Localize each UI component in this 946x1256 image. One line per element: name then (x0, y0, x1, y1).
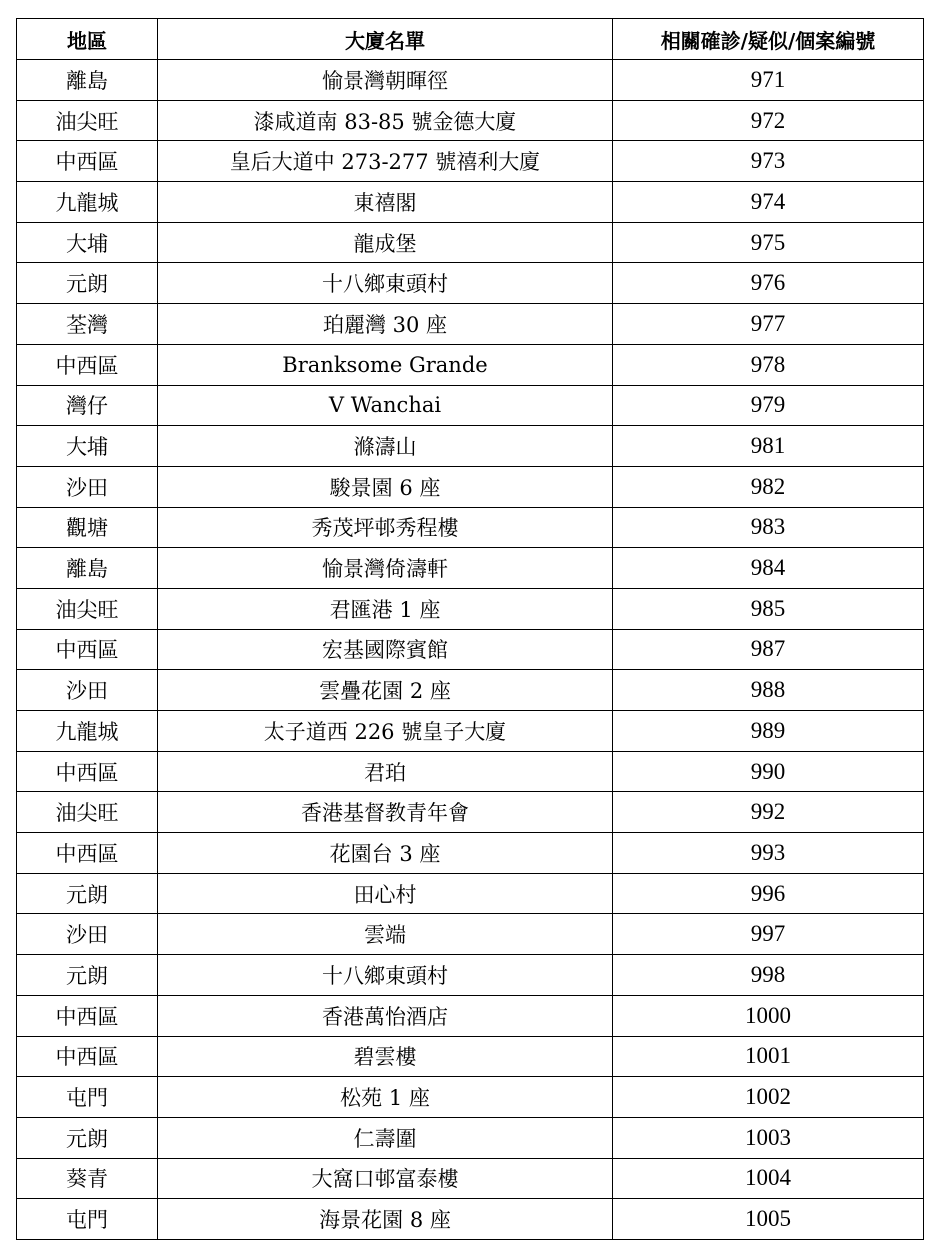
district-cell: 元朗 (17, 955, 158, 996)
table-row (17, 914, 924, 955)
district-cell: 中西區 (17, 1036, 158, 1077)
building-name-cell: 東禧閣 (158, 182, 613, 223)
case-number-cell: 992 (613, 792, 924, 833)
building-name-cell: 香港萬怡酒店 (158, 995, 613, 1036)
case-number-cell: 997 (613, 914, 924, 955)
district-cell: 油尖旺 (17, 588, 158, 629)
table-row (17, 1036, 924, 1077)
building-name-cell: 宏基國際賓館 (158, 629, 613, 670)
case-number-cell: 1000 (613, 995, 924, 1036)
case-number-cell: 1003 (613, 1117, 924, 1158)
district-cell: 中西區 (17, 344, 158, 385)
building-name-cell: 君珀 (158, 751, 613, 792)
case-number-cell: 1001 (613, 1036, 924, 1077)
case-number-cell: 1005 (613, 1199, 924, 1240)
building-name-cell: 愉景灣倚濤軒 (158, 548, 613, 589)
header-district: 地區 (17, 19, 158, 60)
district-cell: 荃灣 (17, 304, 158, 345)
building-name-cell: 龍成堡 (158, 222, 613, 263)
case-number-cell: 984 (613, 548, 924, 589)
district-cell: 離島 (17, 548, 158, 589)
case-number-cell: 990 (613, 751, 924, 792)
district-cell: 油尖旺 (17, 100, 158, 141)
building-name-cell: 太子道西 226 號皇子大廈 (158, 711, 613, 752)
district-cell: 中西區 (17, 833, 158, 874)
building-name-cell: 滌濤山 (158, 426, 613, 467)
table-row (17, 995, 924, 1036)
header-row (17, 19, 924, 60)
case-number-cell: 983 (613, 507, 924, 548)
district-cell: 大埔 (17, 426, 158, 467)
table-row (17, 588, 924, 629)
district-cell: 中西區 (17, 141, 158, 182)
building-name-cell: 花園台 3 座 (158, 833, 613, 874)
case-number-cell: 974 (613, 182, 924, 223)
building-name-cell: 駿景園 6 座 (158, 466, 613, 507)
district-cell: 九龍城 (17, 182, 158, 223)
table-row (17, 1199, 924, 1240)
table-row (17, 100, 924, 141)
table-row (17, 751, 924, 792)
table-row (17, 263, 924, 304)
case-number-cell: 979 (613, 385, 924, 426)
district-cell: 觀塘 (17, 507, 158, 548)
district-cell: 離島 (17, 60, 158, 101)
building-name-cell: 雲端 (158, 914, 613, 955)
case-number-cell: 978 (613, 344, 924, 385)
district-cell: 大埔 (17, 222, 158, 263)
table-row (17, 141, 924, 182)
table-row (17, 182, 924, 223)
table-row (17, 873, 924, 914)
district-cell: 中西區 (17, 995, 158, 1036)
district-cell: 灣仔 (17, 385, 158, 426)
table-row (17, 711, 924, 752)
district-cell: 元朗 (17, 873, 158, 914)
table-row (17, 304, 924, 345)
building-name-cell: Branksome Grande (158, 344, 613, 385)
table-row (17, 833, 924, 874)
case-number-cell: 1002 (613, 1077, 924, 1118)
table-row (17, 792, 924, 833)
building-name-cell: 漆咸道南 83-85 號金德大廈 (158, 100, 613, 141)
district-cell: 中西區 (17, 629, 158, 670)
table-body (17, 60, 924, 1240)
case-number-cell: 977 (613, 304, 924, 345)
table-row (17, 1117, 924, 1158)
district-cell: 元朗 (17, 263, 158, 304)
table-header (17, 19, 924, 60)
table-row (17, 955, 924, 996)
case-number-cell: 981 (613, 426, 924, 467)
table-row (17, 507, 924, 548)
case-number-cell: 975 (613, 222, 924, 263)
table-row (17, 385, 924, 426)
case-number-cell: 987 (613, 629, 924, 670)
table-row (17, 60, 924, 101)
district-cell: 屯門 (17, 1199, 158, 1240)
building-name-cell: 愉景灣朝暉徑 (158, 60, 613, 101)
table-row (17, 548, 924, 589)
table-row (17, 426, 924, 467)
case-number-cell: 988 (613, 670, 924, 711)
table-row (17, 629, 924, 670)
building-name-cell: 香港基督教青年會 (158, 792, 613, 833)
table-row (17, 670, 924, 711)
table-row (17, 222, 924, 263)
district-cell: 沙田 (17, 466, 158, 507)
case-number-cell: 993 (613, 833, 924, 874)
case-number-cell: 985 (613, 588, 924, 629)
table-row (17, 466, 924, 507)
case-number-cell: 973 (613, 141, 924, 182)
building-name-cell: 君匯港 1 座 (158, 588, 613, 629)
case-number-cell: 1004 (613, 1158, 924, 1199)
building-name-cell: V Wanchai (158, 385, 613, 426)
building-name-cell: 雲疊花園 2 座 (158, 670, 613, 711)
buildings-table (16, 18, 924, 1240)
building-name-cell: 皇后大道中 273-277 號禧利大廈 (158, 141, 613, 182)
table-row (17, 1158, 924, 1199)
building-name-cell: 仁壽圍 (158, 1117, 613, 1158)
district-cell: 九龍城 (17, 711, 158, 752)
case-number-cell: 996 (613, 873, 924, 914)
header-building-list: 大廈名單 (158, 19, 613, 60)
table-row (17, 1077, 924, 1118)
district-cell: 屯門 (17, 1077, 158, 1118)
building-name-cell: 大窩口邨富泰樓 (158, 1158, 613, 1199)
district-cell: 元朗 (17, 1117, 158, 1158)
district-cell: 沙田 (17, 670, 158, 711)
building-name-cell: 松苑 1 座 (158, 1077, 613, 1118)
table-row (17, 344, 924, 385)
case-number-cell: 982 (613, 466, 924, 507)
case-number-cell: 989 (613, 711, 924, 752)
district-cell: 中西區 (17, 751, 158, 792)
building-name-cell: 田心村 (158, 873, 613, 914)
case-number-cell: 971 (613, 60, 924, 101)
header-case-numbers: 相關確診/疑似/個案編號 (613, 19, 924, 60)
district-cell: 葵青 (17, 1158, 158, 1199)
building-name-cell: 秀茂坪邨秀程樓 (158, 507, 613, 548)
building-name-cell: 十八鄉東頭村 (158, 955, 613, 996)
building-name-cell: 十八鄉東頭村 (158, 263, 613, 304)
case-number-cell: 998 (613, 955, 924, 996)
district-cell: 沙田 (17, 914, 158, 955)
case-number-cell: 976 (613, 263, 924, 304)
case-number-cell: 972 (613, 100, 924, 141)
district-cell: 油尖旺 (17, 792, 158, 833)
building-name-cell: 海景花園 8 座 (158, 1199, 613, 1240)
building-name-cell: 珀麗灣 30 座 (158, 304, 613, 345)
building-name-cell: 碧雲樓 (158, 1036, 613, 1077)
